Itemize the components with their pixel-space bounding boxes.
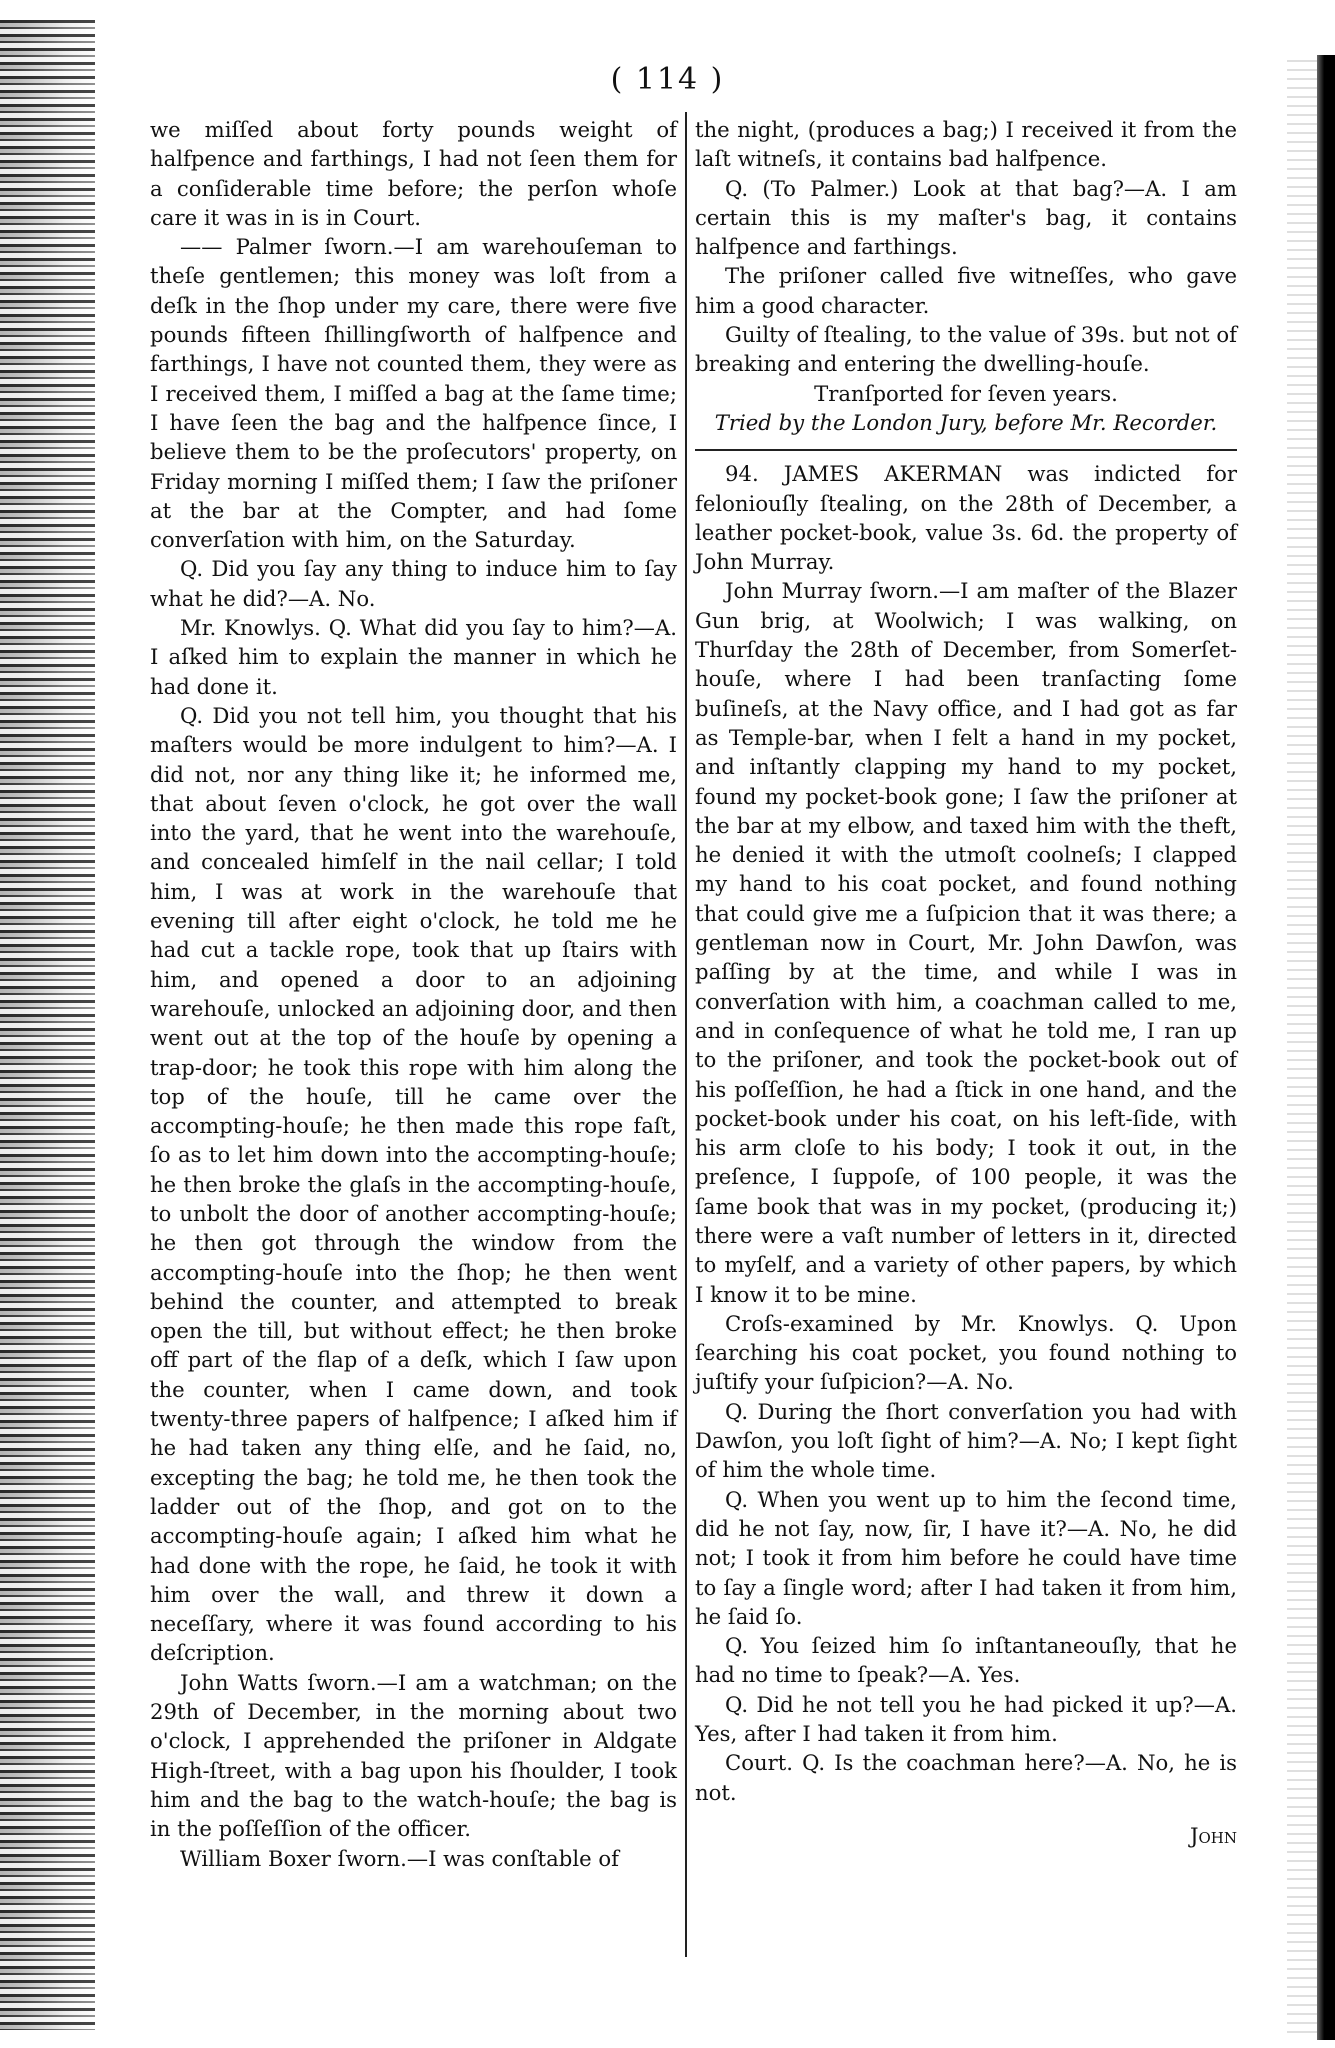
question-answer: Mr. Knowlys. Q. What did you ſay to him?—A. I aſked him to explain the manner in which he had done it.	[150, 615, 677, 699]
question-answer: Q. When you went up to him the ſecond time, did he not ſay, now, ſir, I have it?—A. No, he did not; I took it from him before he could have time to ſay a ſingle word; after I had taken it from him, he ſaid ſo.	[695, 1486, 1237, 1629]
case-separator	[695, 449, 1237, 451]
question-answer: Croſs-examined by Mr. Knowlys. Q. Upon ſearching his coat pocket, you found nothing to juſtify your ſuſpicion?—A. No.	[695, 1310, 1237, 1395]
page-number: ( 114 )	[610, 62, 725, 97]
question-answer: Q. Did you not tell him, you thought that his maſters would be more indulgent to him?—A. I did not, nor any thing like it; he informed me, that about ſeven o'clock, he got over the wall into the yard, that he went into the warehouſe, and concealed himſelf in the nail cellar; I told him, I was at work in the warehouſe that evening till after eight o'clock, he told me he had cut a tackle rope, took that up ſtairs with him, and opened a door to an adjoining warehouſe, unlocked an adjoining door, and then went out at the top of the houſe by opening a trap-door; he took this rope with him along the top of the houſe, till he came over the accompting-houſe; he then made this rope faſt, ſo as to let him down into the accompting-houſe; he then broke the glaſs in the accompting-houſe, to unbolt the door of another accompting-houſe; he then got through the window from the accompting-houſe into the ſhop; he then went behind the counter, and attempted to break open the till, but without effect; he then broke off part of the flap of a deſk, which I ſaw upon the counter, when I came down, and took twenty-three papers of halfpence; I aſked him if he had taken any thing elſe, and he ſaid, no, excepting the bag; he told me, he then took the ladder out of the ſhop, and got on to the accompting-houſe again; I aſked him what he had done with the rope, he ſaid, he took it with him over the wall, and threw it down a neceſſary, where it was found according to his deſcription.	[150, 702, 677, 1666]
text-paragraph: the night, (produces a bag;) I received it from the laſt witneſs, it contains bad halfpence.	[695, 117, 1237, 172]
testimony-watts: John Watts ſworn.—I am a watchman; on the 29th of December, in the morning about two o'clock, I apprehended the priſoner in Aldgate High-ſtreet, with a bag upon his ſhoulder, I took him and the bag to the watch-houſe; the bag is in the poſſeſſion of the officer.	[150, 1669, 677, 1842]
question-answer: Q. During the ſhort converſation you had with Dawſon, you loſt ſight of him?—A. No; I kept ſight of him the whole time.	[695, 1398, 1237, 1483]
page-binding-edge	[0, 20, 95, 2030]
trial-note: Tried by the London Jury, before Mr. Recorder.	[714, 409, 1218, 435]
testimony-boxer: William Boxer ſworn.—I was conſtable of	[180, 1845, 620, 1871]
text-paragraph: The priſoner called five witneſſes, who gave him a good character.	[695, 263, 1237, 318]
right-column	[695, 115, 1237, 1871]
question-answer: Q. (To Palmer.) Look at that bag?—A. I am certain this is my maſter's bag, it contains halfpence and farthings.	[695, 175, 1237, 260]
verdict: Guilty of ſtealing, to the value of 39s. but not of breaking and entering the dwelling-houſe.	[695, 322, 1237, 377]
question-answer: Q. You ſeized him ſo inſtantaneouſly, that he had no time to ſpeak?—A. Yes.	[695, 1633, 1237, 1688]
sentence: Tranſported for ſeven years.	[814, 380, 1118, 406]
page-right-edge	[1317, 55, 1335, 2040]
left-column	[150, 115, 677, 1873]
page-right-shadow	[1287, 60, 1317, 2040]
column-divider	[685, 112, 687, 1957]
case-heading: 94. JAMES AKERMAN was indicted for feloniouſly ſtealing, on the 28th of December, a leather pocket-book, value 3s. 6d. the property of John Murray.	[695, 461, 1237, 575]
testimony-murray: John Murray ſworn.—I am maſter of the Blazer Gun brig, at Woolwich; I was walking, on Thurſday the 28th of December, from Somerſet-houſe, where I had been tranſacting ſome buſineſs, at the Navy office, and I had got as far as Temple-bar, when I felt a hand in my pocket, and inſtantly clapping my hand to my pocket, found my pocket-book gone; I ſaw the priſoner at the bar at my elbow, and taxed him with the theft, he denied it with the utmoſt coolneſs; I clapped my hand to his coat pocket, and found nothing that could give me a ſuſpicion that it was there; a gentleman now in Court, Mr. John Dawſon, was paſſing by at the time, and while I was in converſation with him, a coachman called to me, and in conſequence of what he told me, I ran up to the priſoner, and took the pocket-book out of his poſſeſſion, he had a ſtick in one hand, and the pocket-book under his coat, on his left-ſide, with his arm cloſe to his body; I took it out, in the preſence, I ſuppoſe, of 100 people, it was the ſame book that was in my pocket, (producing it;) there were a vaſt number of letters in it, directed to myſelf, and a variety of other papers, by which I know it to be mine.	[695, 578, 1237, 1307]
question-answer: Q. Did you ſay any thing to induce him to ſay what he did?—A. No.	[150, 556, 677, 611]
text-paragraph: we miſſed about forty pounds weight of halfpence and farthings, I had not ſeen them for a conſiderable time before; the perſon whoſe care it was in is in Court.	[150, 117, 677, 230]
question-answer: Q. Did he not tell you he had picked it up?—A. Yes, after I had taken it from him.	[695, 1691, 1237, 1747]
testimony-palmer: —— Palmer ſworn.—I am warehouſeman to theſe gentlemen; this money was loſt from a deſk in the ſhop under my care, there were five pounds fifteen ſhillingſworth of halfpence and farthings, I have not counted them, they were as I received them, I miſſed a bag at the ſame time; I have ſeen the bag and the halfpence ſince, I believe them to be the proſecutors' property, on Friday morning I miſſed them; I ſaw the priſoner at the bar at the Compter, and had ſome converſation with him, on the Saturday.	[150, 234, 677, 553]
catchword: John	[1190, 1822, 1237, 1848]
question-answer: Court. Q. Is the coachman here?—A. No, he is not.	[695, 1750, 1237, 1805]
